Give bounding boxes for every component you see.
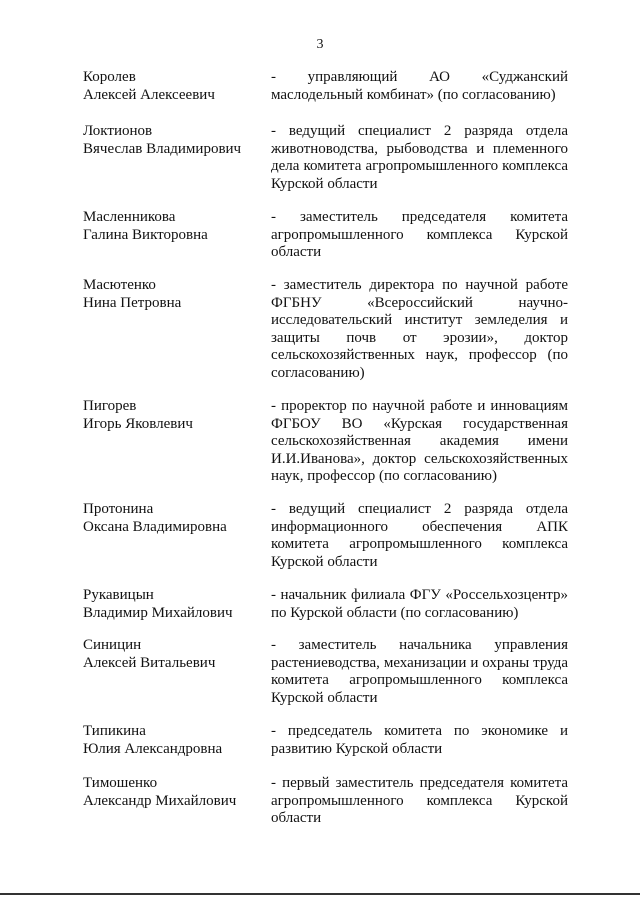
given-name: Вячеслав Владимирович (83, 140, 242, 157)
given-name: Нина Петровна (83, 294, 182, 311)
given-name: Юлия Александровна (83, 740, 223, 757)
surname: Синицин (83, 637, 142, 653)
given-name: Галина Викторовна (83, 226, 208, 243)
position-description: - управляющий АО «Суджанский маслодельный комбинат» (по согласованию) (271, 69, 568, 103)
person-name (83, 209, 273, 244)
position-description: - заместитель начальника управления растениеводства, механизации и охраны труда комитета агропромышленного комплекса Курской области (271, 637, 568, 706)
bottom-border-line (0, 893, 640, 895)
position-description: - заместитель директора по научной работе ФГБНУ «Всероссийский научно-исследовательский институт земледелия и защиты почв от эрозии», доктор сельскохозяйственных наук, профессор (по согласованию) (271, 277, 568, 381)
given-name: Владимир Михайлович (83, 604, 233, 621)
surname: Локтионов (83, 123, 153, 139)
given-name: Оксана Владимировна (83, 518, 227, 535)
given-name: Александр Михайлович (83, 792, 237, 809)
surname: Рукавицын (83, 587, 154, 603)
surname: Пигорев (83, 398, 137, 414)
person-name (83, 637, 273, 672)
given-name: Игорь Яковлевич (83, 415, 193, 432)
position-description: - председатель комитета по экономике и развитию Курской области (271, 723, 568, 757)
person-name (83, 723, 273, 758)
position-description: - ведущий специалист 2 разряда отдела животноводства, рыбоводства и племенного дела комитета агропромышленного комплекса Курской области (271, 123, 568, 192)
page-number: 3 (316, 37, 324, 52)
position-description: - заместитель председателя комитета агропромышленного комплекса Курской области (271, 209, 568, 260)
surname: Тимошенко (83, 775, 158, 791)
surname: Типикина (83, 723, 146, 739)
person-name (83, 398, 273, 433)
surname: Протонина (83, 501, 154, 517)
person-name (83, 501, 273, 536)
surname: Масленникова (83, 209, 176, 225)
person-name (83, 587, 273, 622)
position-description: - первый заместитель председателя комитета агропромышленного комплекса Курской области (271, 775, 568, 826)
given-name: Алексей Витальевич (83, 654, 216, 671)
position-description: - начальник филиала ФГУ «Россельхозцентр» по Курской области (по согласованию) (271, 587, 568, 621)
person-name (83, 277, 273, 312)
surname: Королев (83, 69, 136, 85)
person-name (83, 123, 273, 158)
person-name (83, 69, 273, 104)
position-description: - проректор по научной работе и инновациям ФГБОУ ВО «Курская государственная сельскохозяйственная академия имени И.И.Иванова», доктор сельскохозяйственных наук, профессор (по согласованию) (271, 398, 568, 484)
person-name (83, 775, 273, 810)
given-name: Алексей Алексеевич (83, 86, 215, 103)
position-description: - ведущий специалист 2 разряда отдела информационного обеспечения АПК комитета агропромышленного комплекса Курской области (271, 501, 568, 570)
surname: Масютенко (83, 277, 156, 293)
